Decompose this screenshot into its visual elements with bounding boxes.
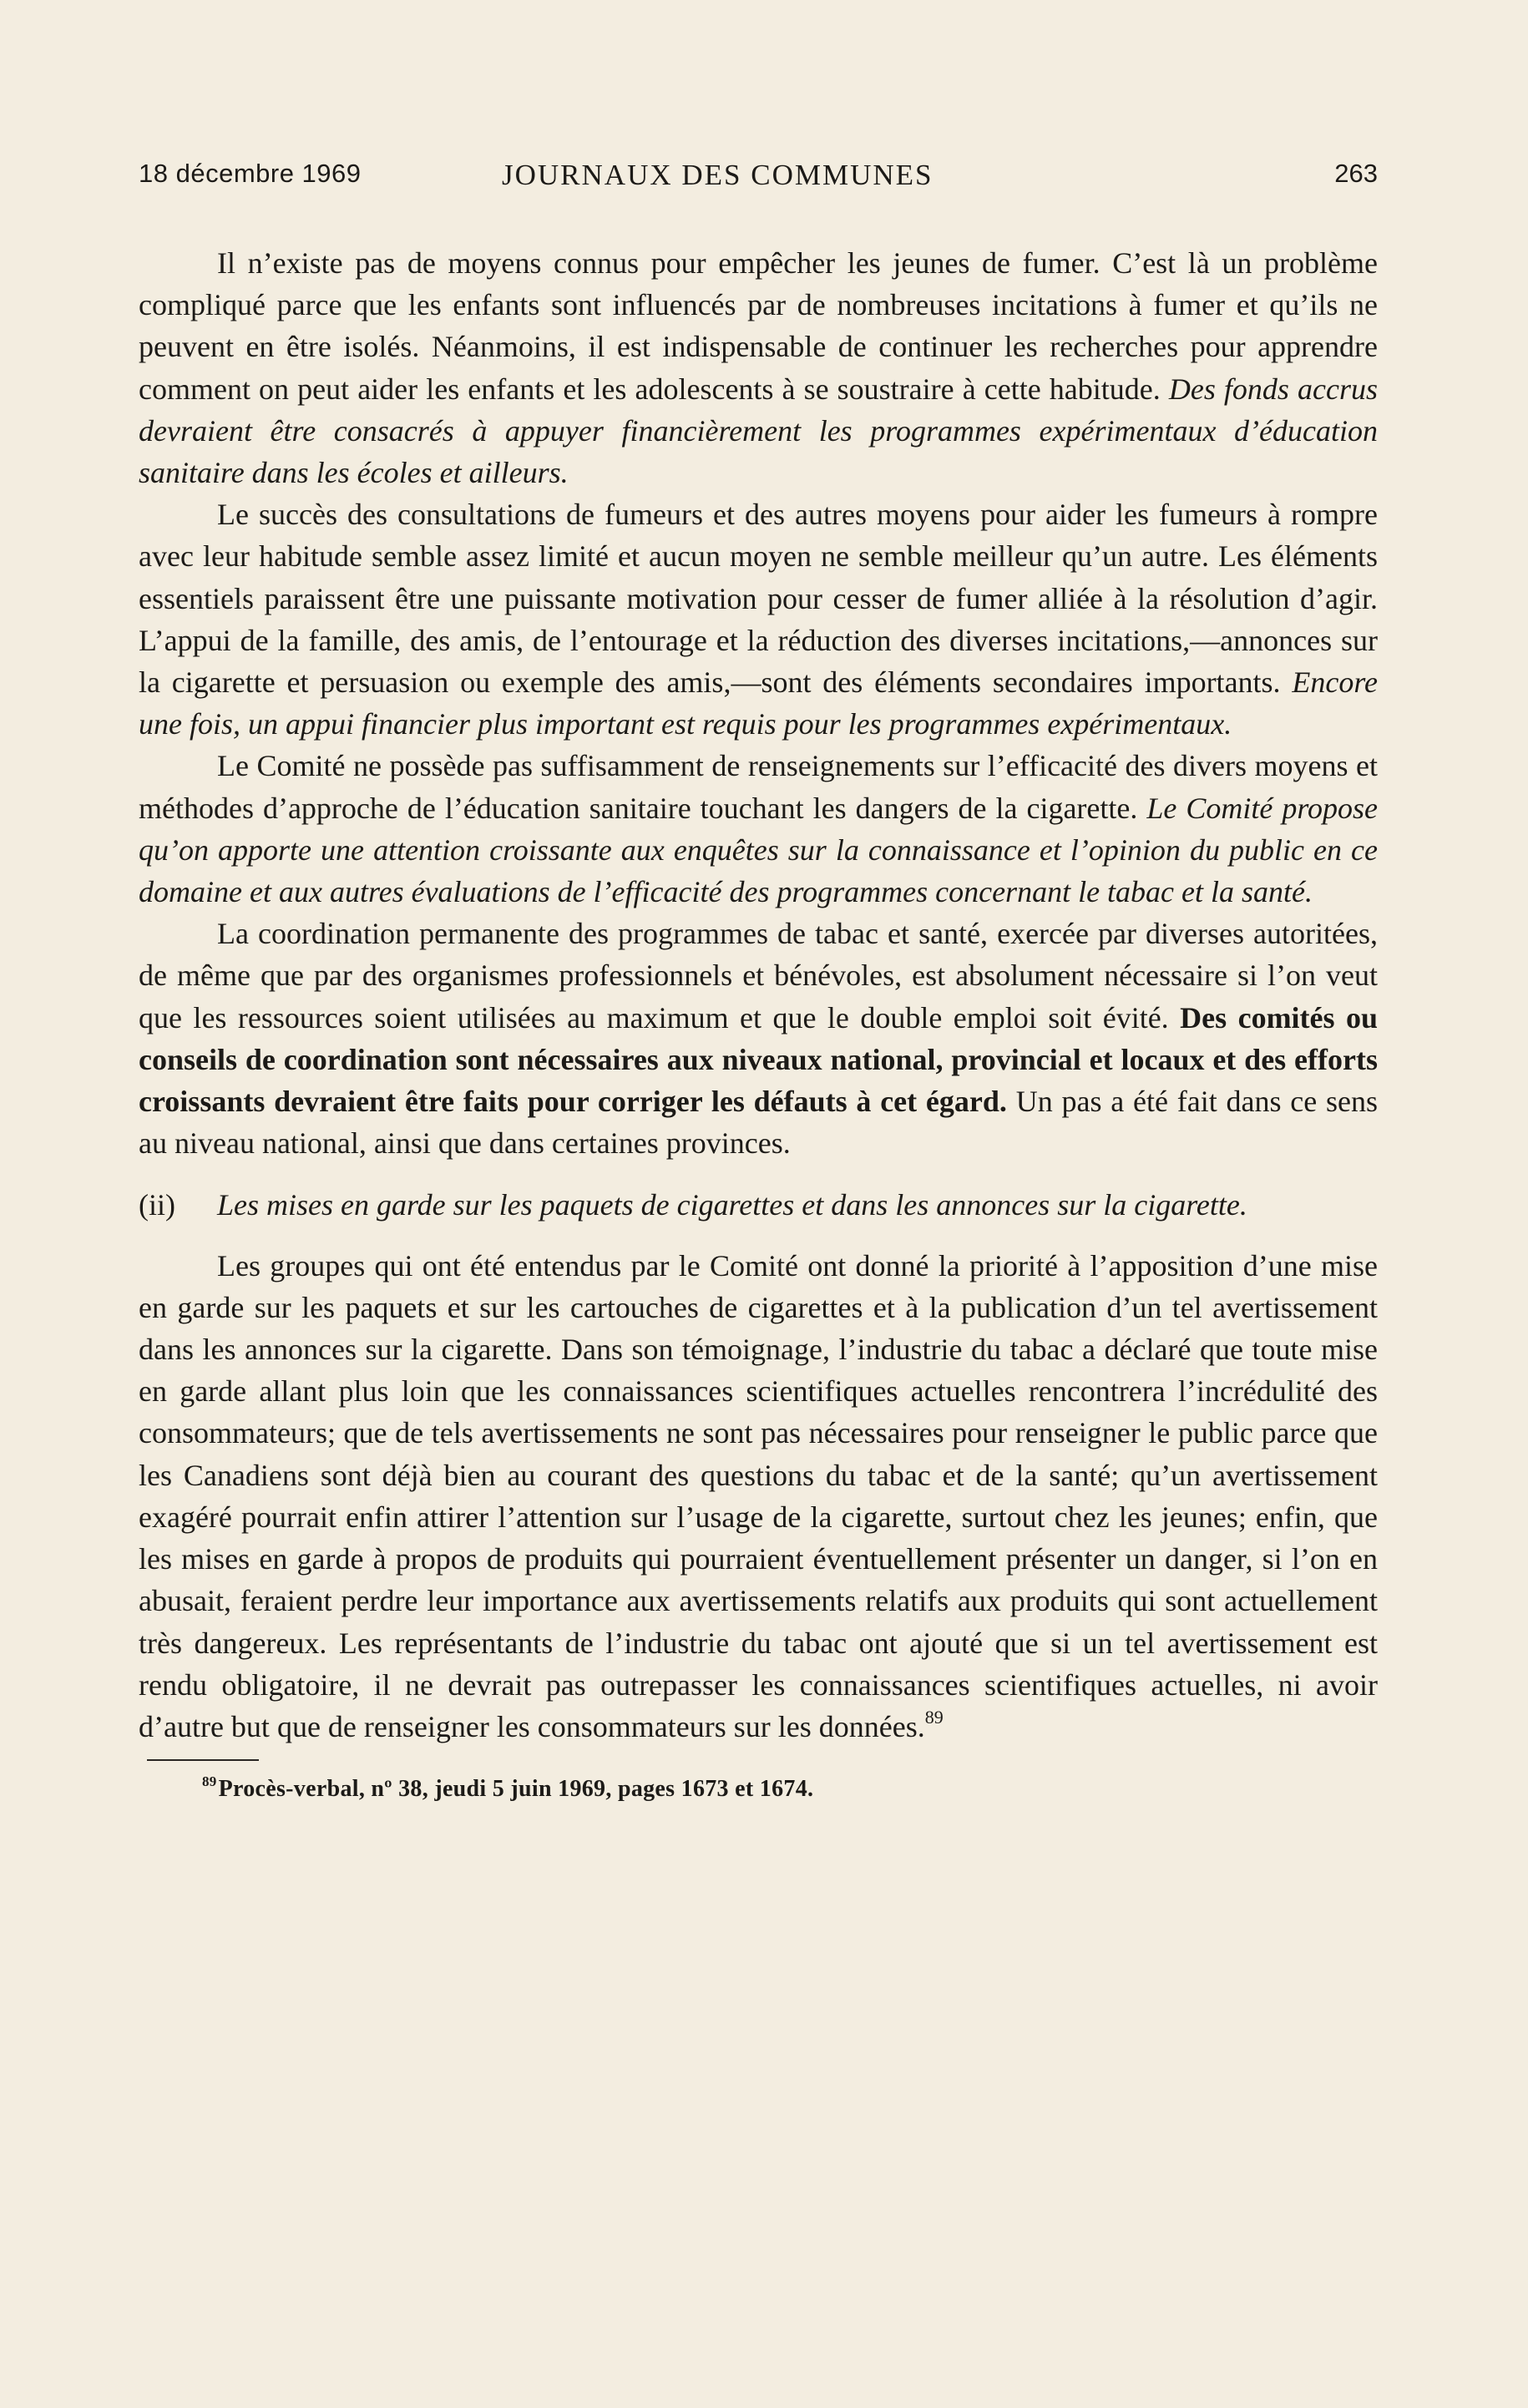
body-text <box>139 242 1378 1748</box>
footnote-text: Procès-verbal, nº 38, jeudi 5 juin 1969, pages 1673 et 1674. <box>218 1776 814 1803</box>
section-subheading <box>139 1184 1378 1226</box>
document-page <box>139 159 1378 1803</box>
paragraph-1-recommendation: Des fonds accrus devraient être consacrés à appuyer financièrement les programmes expérimentaux d’éducation sanitaire dans les écoles et ailleurs. <box>139 372 1378 490</box>
header-title: JOURNAUX DES COMMUNES <box>502 159 933 191</box>
paragraph-5 <box>139 1245 1378 1748</box>
header-date: 18 décembre 1969 <box>139 159 362 188</box>
footnote-reference[interactable]: 89 <box>924 1706 944 1728</box>
footnote <box>202 1773 1378 1803</box>
footnote-divider <box>147 1759 259 1761</box>
paragraph-5-text: Les groupes qui ont été entendus par le Comité ont donné la priorité à l’apposition d’une mise en garde sur les paquets et sur les cartouches de cigarettes et à la publication d’un tel avertissement dans les annonces sur la cigarette. Dans son témoignage, l’industrie du tabac a déclaré que toute mise en garde allant plus loin que les connaissances scientifiques actuelles rencontrera l’incrédulité des consommateurs; que de tels avertissements ne sont pas nécessaires pour renseigner le public parce que les Canadiens sont déjà bien au courant des questions du tabac et de la santé; qu’un avertissement exagéré pourrait enfin attirer l’attention sur l’usage de la cigarette, surtout chez les jeunes; enfin, que les mises en garde à propos de produits qui pourraient éventuellement présenter un danger, si l’on en abusait, feraient perdre leur importance aux avertissements relatifs aux produits qui sont actuellement très dangereux. Les représentants de l’industrie du tabac ont ajouté que si un tel avertissement est rendu obligatoire, il ne devrait pas outrepasser les connaissances scientifiques actuelles, ni avoir d’autre but que de renseigner les consommateurs sur les données. <box>139 1248 1378 1743</box>
paragraph-4-text: La coordination permanente des programmes de tabac et santé, exercée par diverses autoritées, de même que par des organismes professionnels et bénévoles, est absolument nécessaire si l’on veut que les ressources soient utilisées au maximum et que le double emploi soit évité. <box>139 917 1378 1035</box>
paragraph-3-recommendation: Le Comité propose qu’on apporte une attention croissante aux enquêtes sur la connaissance et l’opinion du public en ce domaine et aux autres évaluations de l’efficacité des programmes concernant le tabac et la santé. <box>139 791 1378 909</box>
paragraph-2-text: Le succès des consultations de fumeurs et des autres moyens pour aider les fumeurs à rompre avec leur habitude semble assez limité et aucun moyen ne semble meilleur qu’un autre. Les éléments essentiels paraissent être une puissante motivation pour cesser de fumer alliée à la résolution d’agir. L’appui de la famille, des amis, de l’entourage et la réduction des diverses incitations,—annonces sur la cigarette et persuasion ou exemple des amis,—sont des éléments secondaires importants. <box>139 498 1378 700</box>
running-header <box>139 159 1378 209</box>
paragraph-3-text: Le Comité ne possède pas suffisamment de renseignements sur l’efficacité des divers moyens et méthodes d’approche de l’éducation sanitaire touchant les dangers de la cigarette. <box>139 749 1378 825</box>
paragraph-3 <box>139 745 1378 913</box>
subheading-number: (ii) <box>139 1188 175 1222</box>
paragraph-1-text: Il n’existe pas de moyens connus pour empêcher les jeunes de fumer. C’est là un problème compliqué parce que les enfants sont influencés par de nombreuses incitations à fumer et qu’ils ne peuvent en être isolés. Néanmoins, il est indispensable de continuer les recherches pour apprendre comment on peut aider les enfants et les adolescents à se soustraire à cette habitude. <box>139 246 1378 406</box>
paragraph-2-recommendation: Encore une fois, un appui financier plus important est requis pour les programmes expérimentaux. <box>139 665 1378 741</box>
paragraph-4-tail: Un pas a été fait dans ce sens au niveau national, ainsi que dans certaines provinces. <box>139 1085 1378 1161</box>
page-number: 263 <box>1334 159 1378 188</box>
paragraph-4 <box>139 913 1378 1164</box>
paragraph-4-recommendation: Des comités ou conseils de coordination sont nécessaires aux niveaux national, provincial et locaux et des efforts croissants devraient être faits pour corriger les défauts à cet égard. <box>139 1000 1379 1119</box>
paragraph-1 <box>139 242 1378 493</box>
paragraph-2 <box>139 493 1378 745</box>
footnote-marker: 89 <box>202 1773 217 1790</box>
subheading-title: Les mises en garde sur les paquets de cigarettes et dans les annonces sur la cigarette. <box>217 1188 1247 1222</box>
